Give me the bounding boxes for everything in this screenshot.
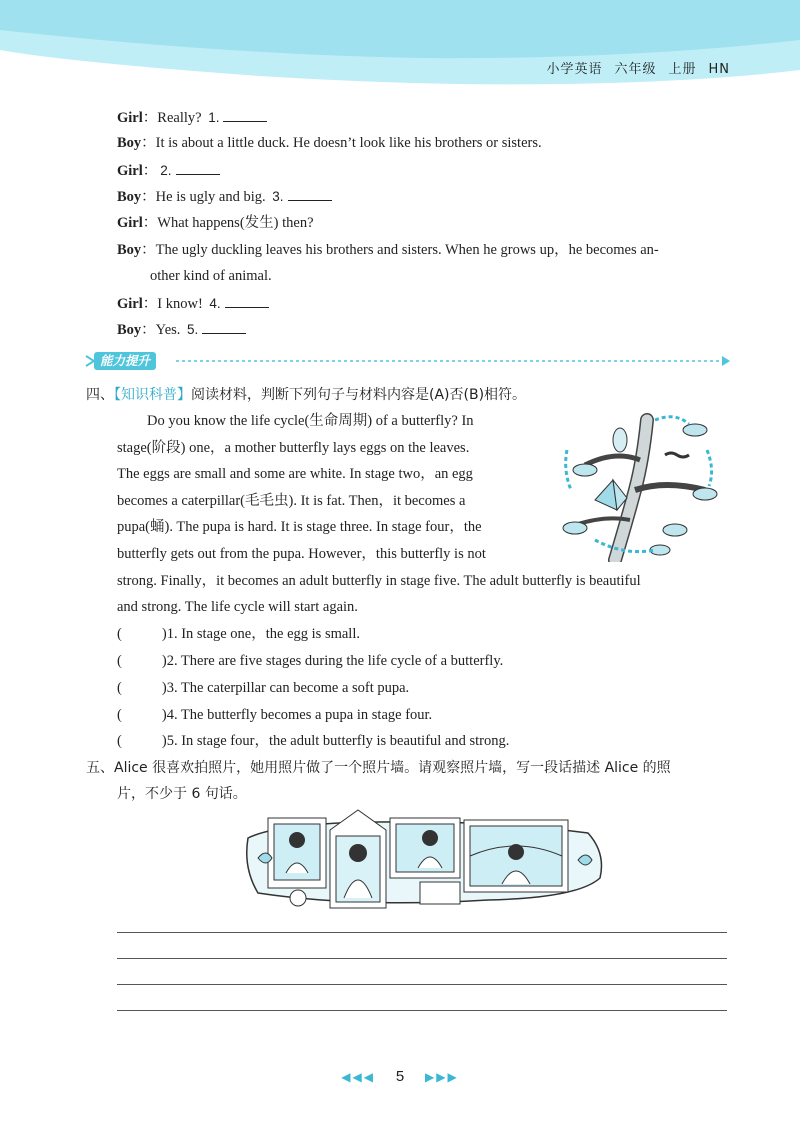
page-footer: [0, 1068, 800, 1085]
item-open-paren: (: [117, 626, 122, 642]
blank-number: 2.: [160, 163, 172, 178]
q4-item-2: [117, 651, 503, 671]
blank-number: 3.: [272, 189, 284, 204]
dialogue-line-8: [117, 293, 269, 314]
photo-wall-illustration: [238, 808, 608, 918]
answer-blank[interactable]: [288, 186, 332, 201]
dialogue-line-1: [117, 107, 267, 128]
dialogue-line-5: [117, 213, 314, 233]
passage-line: strong. Finally，it becomes an adult butterfly in stage five. The adult butterfly is beautiful: [117, 572, 641, 589]
item-close-paren: ): [161, 680, 167, 696]
q4-title: [86, 384, 526, 406]
item-text: 5. In stage four，the adult butterfly is beautiful and strong.: [166, 733, 510, 749]
q5-title: [86, 757, 671, 779]
line-text: Yes.: [155, 322, 185, 338]
dialogue-line-3: [117, 160, 220, 181]
writing-line[interactable]: [117, 958, 727, 959]
speaker-separator: ：: [142, 296, 158, 312]
speaker-separator: ：: [142, 215, 158, 231]
q5-instruction-line1: Alice 很喜欢拍照片，她用照片做了一个照片墙。请观察照片墙，写一段话描述 Alice 的照: [114, 760, 671, 776]
dialogue-line-9: [117, 319, 246, 340]
passage-line: Do you know the life cycle(生命周期) of a butterfly? In: [147, 413, 474, 429]
line-text: He is ugly and big.: [155, 189, 270, 205]
writing-line[interactable]: [117, 932, 727, 933]
item-close-paren: ): [161, 707, 167, 723]
speaker: Boy: [117, 189, 142, 205]
speaker-separator: ：: [141, 189, 156, 205]
q4-tag: 【知识科普】: [114, 387, 191, 403]
answer-blank[interactable]: [176, 160, 220, 175]
section-divider: [84, 350, 734, 372]
q4-item-3: [117, 678, 409, 698]
speaker: Girl: [117, 110, 143, 126]
passage-line: and strong. The life cycle will start again.: [117, 599, 358, 616]
page-number: 5: [395, 1068, 405, 1085]
blank-number: 5.: [187, 322, 199, 337]
passage-line: butterfly gets out from the pupa. However，this butterfly is not: [117, 545, 486, 562]
q4-prefix: 四、: [86, 387, 114, 403]
prev-arrows-icon: ◀◀◀: [341, 1070, 375, 1084]
item-open-paren: (: [117, 680, 122, 696]
speaker: Boy: [117, 135, 142, 151]
speaker-separator: ：: [141, 242, 156, 258]
dialogue-line-2: [117, 133, 542, 153]
blank-number: 1.: [208, 110, 220, 125]
passage-line: becomes a caterpillar(毛毛虫). It is fat. Then，it becomes a: [117, 492, 466, 509]
speaker: Girl: [117, 296, 143, 312]
line-text: I know!: [157, 296, 207, 312]
q4-item-5: [117, 731, 509, 751]
answer-blank[interactable]: [225, 293, 269, 308]
header-subject: 小学英语: [546, 62, 603, 77]
item-close-paren: ): [161, 626, 167, 642]
item-text: 2. There are five stages during the life cycle of a butterfly.: [166, 653, 504, 669]
speaker: Boy: [117, 322, 142, 338]
speaker: Girl: [117, 215, 143, 231]
item-text: 1. In stage one，the egg is small.: [166, 626, 360, 642]
line-text: It is about a little duck. He doesn’t look like his brothers or sisters.: [155, 135, 542, 151]
item-close-paren: ): [161, 653, 167, 669]
header-edition: HN: [708, 62, 730, 77]
item-open-paren: (: [117, 707, 122, 723]
writing-line[interactable]: [117, 1010, 727, 1011]
speaker: Boy: [117, 242, 142, 258]
section-label: 能力提升: [94, 352, 156, 370]
blank-number: 4.: [209, 296, 221, 311]
header-title: [534, 58, 730, 77]
answer-blank[interactable]: [202, 319, 246, 334]
item-text: 3. The caterpillar can become a soft pupa.: [166, 680, 410, 696]
answer-blank[interactable]: [223, 107, 267, 122]
line-text: The ugly duckling leaves his brothers and sisters. When he grows up，he becomes an-: [155, 242, 659, 258]
speaker: Girl: [117, 163, 143, 179]
item-close-paren: ): [161, 733, 167, 749]
dialogue-line-6: [117, 240, 659, 260]
line-text: other kind of animal.: [150, 268, 272, 284]
header-wave-banner: [0, 0, 800, 96]
q5-title-line2: [117, 783, 247, 805]
passage-line: stage(阶段) one，a mother butterfly lays eggs on the leaves.: [117, 439, 470, 456]
speaker-separator: ：: [142, 163, 158, 179]
q5-prefix: 五、: [86, 760, 114, 776]
passage-line: The eggs are small and some are white. In stage two，an egg: [117, 466, 473, 483]
q4-instruction: 阅读材料，判断下列句子与材料内容是(A)否(B)相符。: [191, 387, 527, 403]
header-term: 上册: [668, 62, 697, 77]
line-text: Really?: [157, 110, 206, 126]
speaker-separator: ：: [141, 135, 156, 151]
item-text: 4. The butterfly becomes a pupa in stage four.: [166, 707, 433, 723]
q5-instruction-line2: 片，不少于 6 句话。: [117, 786, 247, 802]
item-open-paren: (: [117, 733, 122, 749]
header-grade: 六年级: [614, 62, 657, 77]
speaker-separator: ：: [142, 110, 158, 126]
next-arrows-icon: ▶▶▶: [425, 1070, 459, 1084]
writing-line[interactable]: [117, 984, 727, 985]
butterfly-life-cycle-illustration: [555, 410, 727, 562]
q4-item-1: [117, 624, 360, 644]
line-text: What happens(发生) then?: [157, 215, 314, 231]
dialogue-line-4: [117, 186, 332, 207]
speaker-separator: ：: [141, 322, 156, 338]
q4-item-4: [117, 705, 432, 725]
passage-line: pupa(蛹). The pupa is hard. It is stage three. In stage four，the: [117, 519, 482, 536]
dialogue-line-7: [150, 266, 272, 286]
item-open-paren: (: [117, 653, 122, 669]
